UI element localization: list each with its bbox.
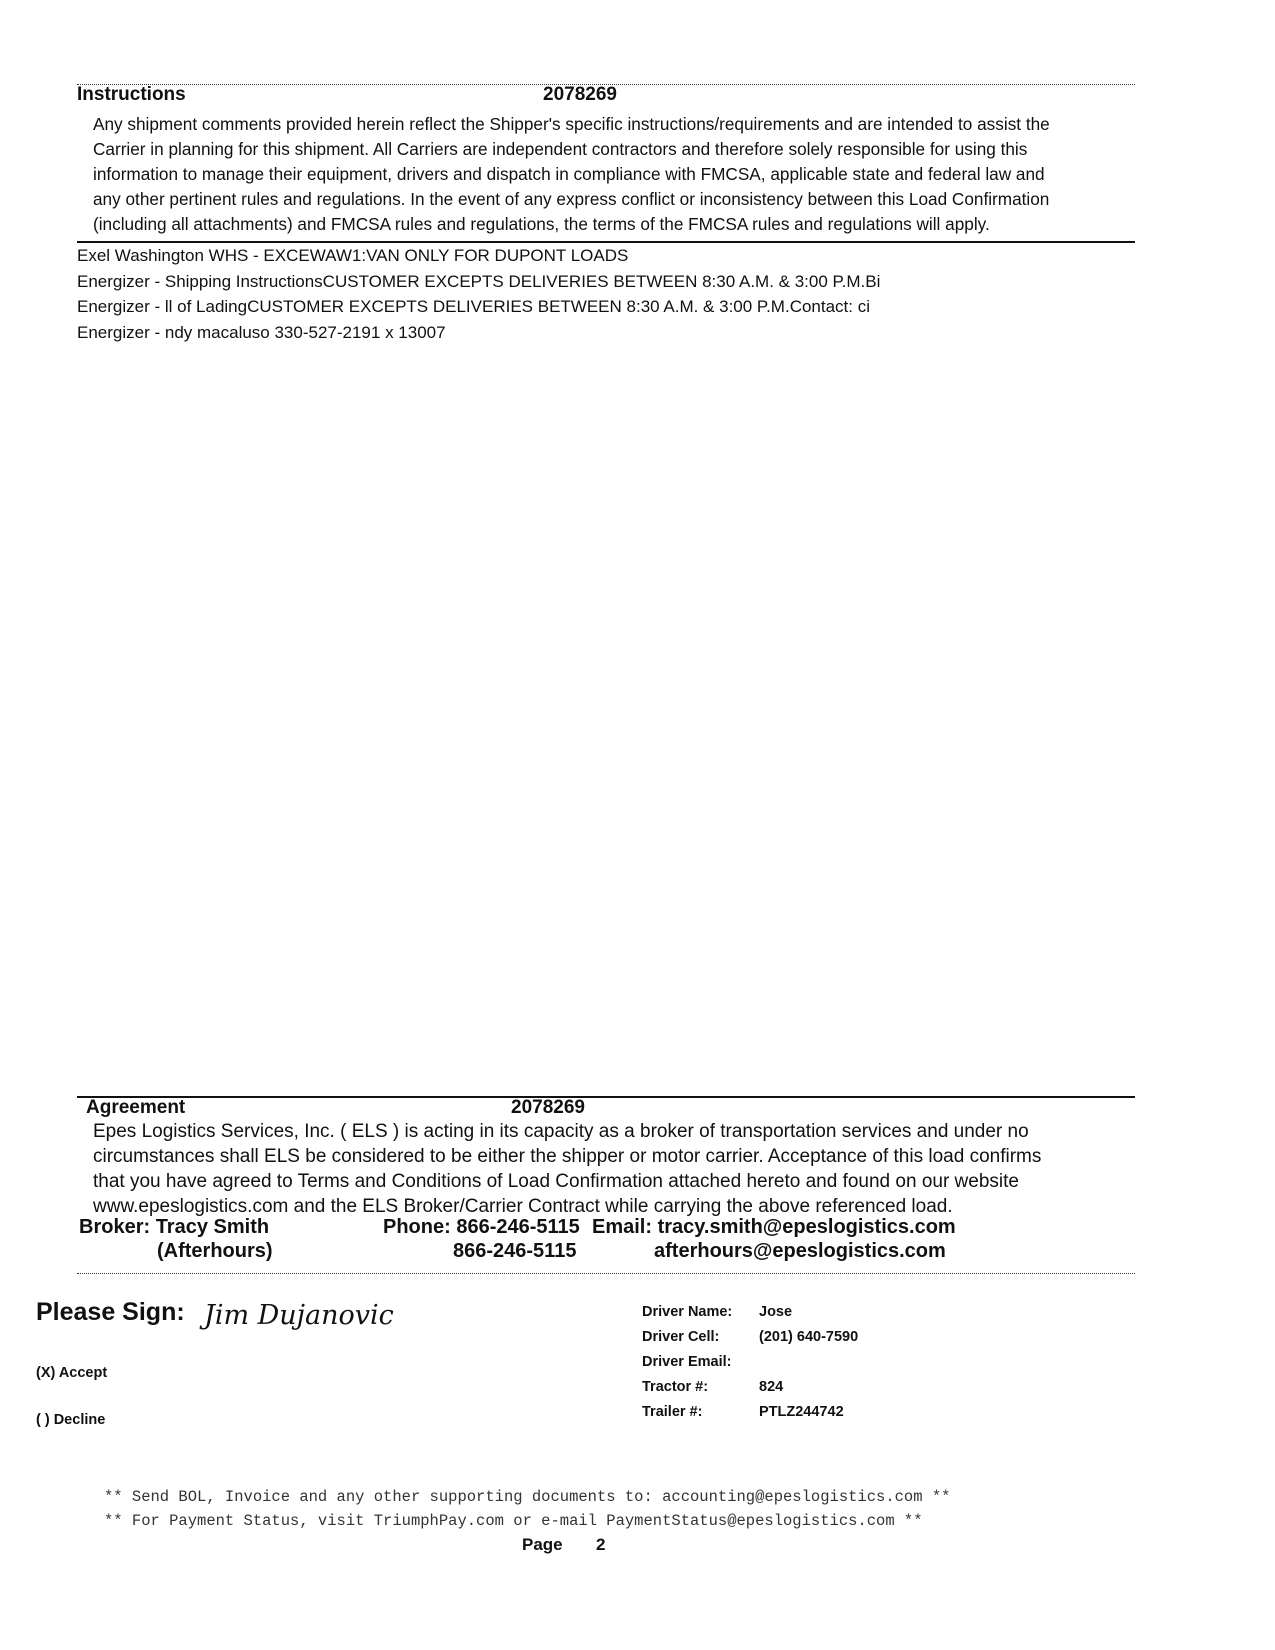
agreement-top-rule bbox=[77, 1096, 1135, 1098]
signature: Jim Dujanovic bbox=[204, 1300, 394, 1331]
driver-cell-value: (201) 640-7590 bbox=[759, 1329, 859, 1345]
page-number: 2 bbox=[596, 1535, 606, 1554]
please-sign-label: Please Sign: bbox=[36, 1298, 185, 1326]
agreement-line: Epes Logistics Services, Inc. ( ELS ) is acting in its capacity as a broker of transportation services and under no bbox=[93, 1121, 1029, 1142]
tractor-value: 824 bbox=[759, 1379, 784, 1395]
driver-email-label: Driver Email: bbox=[642, 1354, 732, 1370]
broker-name: Broker: Tracy Smith bbox=[79, 1216, 270, 1238]
agreement-text bbox=[93, 1119, 1041, 1219]
agreement-load-number: 2078269 bbox=[511, 1097, 585, 1118]
note-line: Energizer - ndy macaluso 330-527-2191 x 13007 bbox=[77, 322, 446, 342]
driver-name-value: Jose bbox=[759, 1304, 793, 1320]
agreement-line: www.epeslogistics.com and the ELS Broker/Carrier Contract while carrying the above referenced load. bbox=[93, 1196, 953, 1217]
afterhours-phone: 866-246-5115 bbox=[453, 1240, 577, 1262]
broker-phone: Phone: 866-246-5115 bbox=[383, 1216, 580, 1238]
agreement-heading: Agreement bbox=[86, 1097, 186, 1118]
note-line: Energizer - Shipping InstructionsCUSTOMER EXCEPTS DELIVERIES BETWEEN 8:30 A.M. & 3:00 P.M.Bi bbox=[77, 271, 881, 291]
driver-cell-label: Driver Cell: bbox=[642, 1329, 720, 1345]
driver-name-label: Driver Name: bbox=[642, 1304, 733, 1320]
agreement-bottom-rule bbox=[77, 1273, 1135, 1274]
shipment-notes bbox=[77, 243, 880, 345]
agreement-line: that you have agreed to Terms and Conditions of Load Confirmation attached hereto and found on our website bbox=[93, 1171, 1019, 1192]
instructions-heading: Instructions bbox=[77, 84, 186, 105]
instructions-line: any other pertinent rules and regulations. In the event of any express conflict or inconsistency between this Load Confirmation bbox=[93, 189, 1050, 209]
instructions-load-number: 2078269 bbox=[543, 84, 617, 105]
trailer-label: Trailer #: bbox=[642, 1404, 703, 1420]
tractor-label: Tractor #: bbox=[642, 1379, 709, 1395]
instructions-line: information to manage their equipment, drivers and dispatch in compliance with FMCSA, applicable state and federal law and bbox=[93, 164, 1045, 184]
footer-payment-line: ** For Payment Status, visit TriumphPay.com or e-mail PaymentStatus@epeslogistics.com ** bbox=[104, 1512, 923, 1530]
note-line: Energizer - ll of LadingCUSTOMER EXCEPTS DELIVERIES BETWEEN 8:30 A.M. & 3:00 P.M.Contact: ci bbox=[77, 297, 870, 316]
trailer-value: PTLZ244742 bbox=[759, 1404, 844, 1420]
afterhours-label: (Afterhours) bbox=[157, 1240, 273, 1262]
instructions-line: Any shipment comments provided herein reflect the Shipper's specific instructions/requirements and are intended to assist the bbox=[93, 114, 1050, 134]
page-label: Page bbox=[522, 1535, 563, 1554]
accept-option[interactable]: (X) Accept bbox=[36, 1365, 108, 1381]
afterhours-email: afterhours@epeslogistics.com bbox=[654, 1240, 946, 1262]
broker-email: Email: tracy.smith@epeslogistics.com bbox=[592, 1216, 956, 1238]
instructions-line: (including all attachments) and FMCSA rules and regulations, the terms of the FMCSA rules and regulations will apply. bbox=[93, 214, 990, 234]
agreement-line: circumstances shall ELS be considered to be either the shipper or motor carrier. Acceptance of this load confirms bbox=[93, 1146, 1042, 1167]
instructions-line: Carrier in planning for this shipment. All Carriers are independent contractors and therefore solely responsible for using this bbox=[93, 139, 1028, 159]
decline-option[interactable]: ( ) Decline bbox=[36, 1412, 106, 1428]
instructions-text bbox=[93, 112, 1050, 237]
note-line: Exel Washington WHS - EXCEWAW1:VAN ONLY FOR DUPONT LOADS bbox=[77, 246, 629, 265]
footer-documents-line: ** Send BOL, Invoice and any other supporting documents to: accounting@epeslogistics.com ** bbox=[104, 1488, 951, 1506]
